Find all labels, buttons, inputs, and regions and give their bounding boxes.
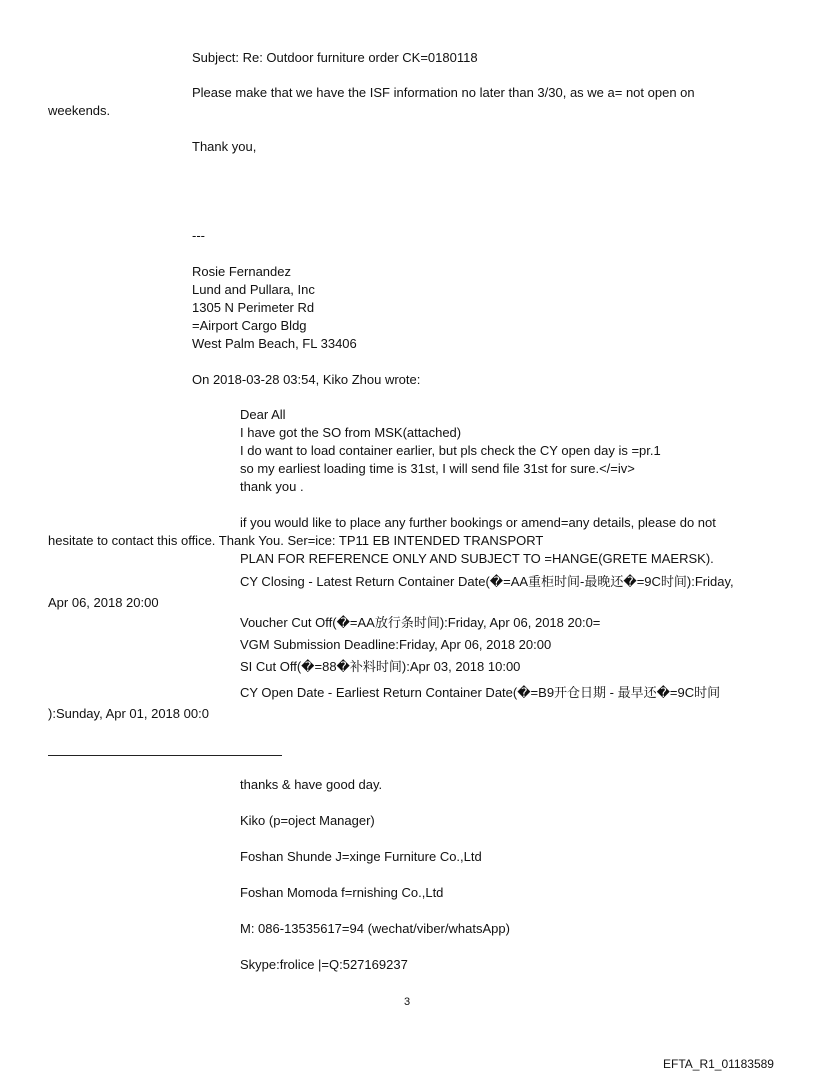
quoted-signature-skype: Skype:frolice |=Q:527169237	[240, 957, 408, 972]
quoted-signature-company: Foshan Momoda f=rnishing Co.,Ltd	[240, 885, 444, 900]
bates-id: EFTA_R1_01183589	[663, 1057, 774, 1071]
email-body-line: weekends.	[48, 103, 111, 118]
quoted-line: thank you .	[240, 479, 304, 494]
quoted-line: if you would like to place any further bookings or amend=any details, please do not	[240, 515, 716, 530]
quoted-thanks: thanks & have good day.	[240, 777, 383, 792]
schedule-voucher: Voucher Cut Off(�=AA放行条时间):Friday, Apr 06, 2018 20:0=	[240, 615, 601, 630]
quoted-signature-company: Foshan Shunde J=xinge Furniture Co.,Ltd	[240, 849, 482, 864]
signature-street: 1305 N Perimeter Rd	[192, 300, 315, 315]
quoted-signature-name: Kiko (p=oject Manager)	[240, 813, 375, 828]
schedule-vgm: VGM Submission Deadline:Friday, Apr 06, 2018 20:00	[240, 637, 552, 652]
schedule-cy-closing: CY Closing - Latest Return Container Date(�=AA重柜时间-最晚还�=9C时间):Friday,	[240, 574, 734, 589]
signature-company: Lund and Pullara, Inc	[192, 282, 315, 297]
page-number: 3	[404, 996, 411, 1008]
quoted-line: PLAN FOR REFERENCE ONLY AND SUBJECT TO =HANGE(GRETE MAERSK).	[240, 551, 714, 566]
quote-header: On 2018-03-28 03:54, Kiko Zhou wrote:	[192, 372, 421, 387]
email-closing: Thank you,	[192, 139, 257, 154]
schedule-cy-closing-date: Apr 06, 2018 20:00	[48, 595, 159, 610]
schedule-cy-open-date: ):Sunday, Apr 01, 2018 00:0	[48, 706, 209, 721]
quoted-greeting: Dear All	[240, 407, 286, 422]
signature-separator: ---	[192, 228, 205, 243]
signature-building: =Airport Cargo Bldg	[192, 318, 307, 333]
quoted-line: hesitate to contact this office. Thank You. Ser=ice: TP11 EB INTENDED TRANSPORT	[48, 533, 544, 548]
email-body-line: Please make that we have the ISF information no later than 3/30, as we a= not open on	[192, 85, 695, 100]
schedule-cy-open: CY Open Date - Earliest Return Container Date(�=B9开仓日期 - 最早还�=9C时间	[240, 685, 721, 700]
divider	[48, 755, 282, 756]
quoted-signature-mobile: M: 086-13535617=94 (wechat/viber/whatsApp)	[240, 921, 510, 936]
quoted-line: so my earliest loading time is 31st, I will send file 31st for sure.</=iv>	[240, 461, 635, 476]
email-subject: Subject: Re: Outdoor furniture order CK=0180118	[192, 50, 478, 65]
signature-name: Rosie Fernandez	[192, 264, 291, 279]
quoted-line: I have got the SO from MSK(attached)	[240, 425, 462, 440]
schedule-si: SI Cut Off(�=88�补料时间):Apr 03, 2018 10:00	[240, 659, 521, 674]
quoted-line: I do want to load container earlier, but pls check the CY open day is =pr.1	[240, 443, 661, 458]
signature-city: West Palm Beach, FL 33406	[192, 336, 357, 351]
